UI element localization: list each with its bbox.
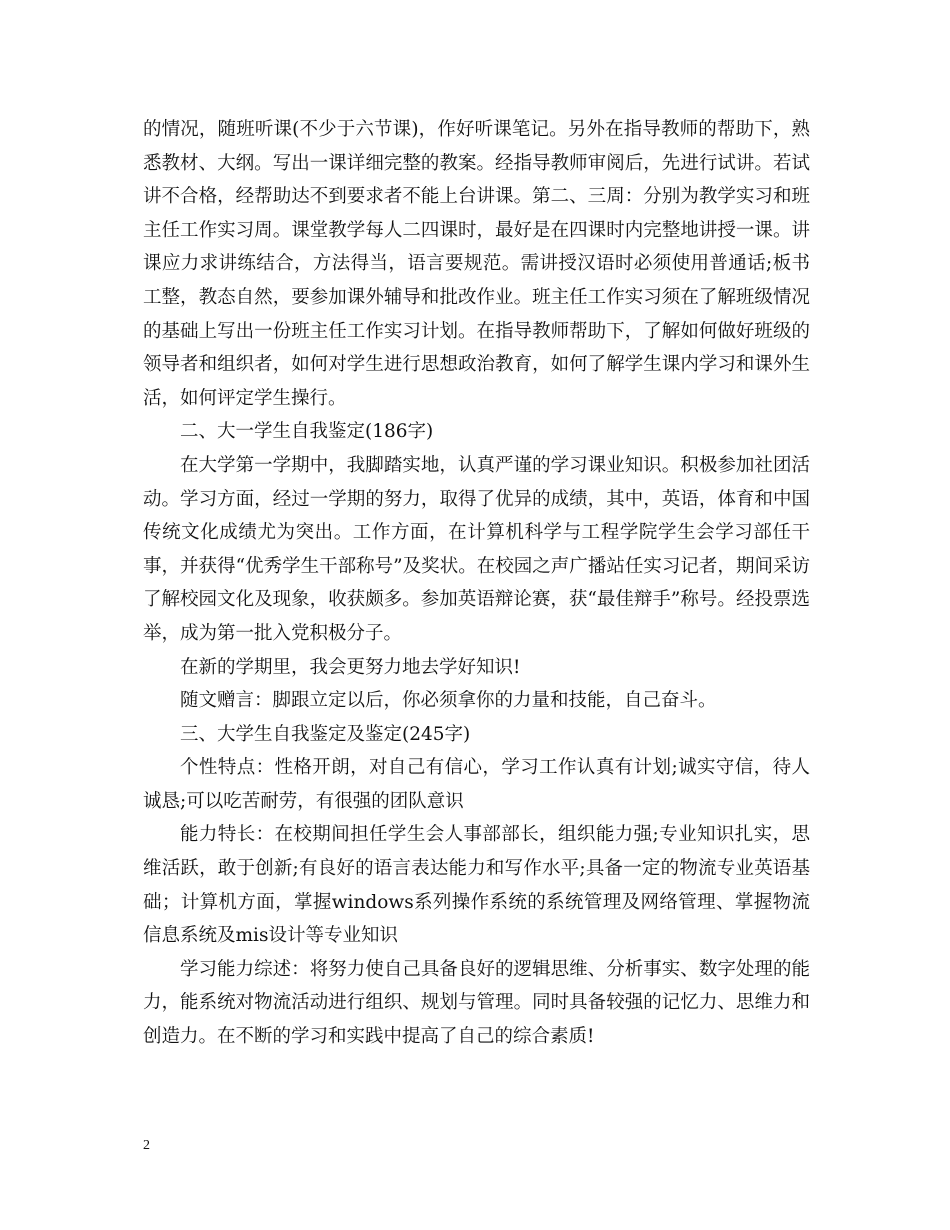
paragraph-freshman-appraisal: 在大学第一学期中，我脚踏实地，认真严谨的学习课业知识。积极参加社团活动。学习方面，经过一学期的努力，取得了优异的成绩，其中，英语，体育和中国传统文化成绩尤为突出。工作方面，在计算机科学与工程学院学生会学习部任干事，并获得“优秀学生干部称号”及奖状。在校园之声广播站任实习记者，期间采访了解校园文化及现象，收获颇多。参加英语辩论赛，获“最佳辩手”称号。经投票选举，成为第一批入党积极分子。 — [143, 454, 810, 644]
paragraph-learning-ability: 学习能力综述：将努力使自己具备良好的逻辑思维、分析事实、数字处理的能力，能系统对物流活动进行组织、规划与管理。同时具备较强的记忆力、思维力和创造力。在不断的学习和实践中提高了自己的综合素质! — [143, 958, 810, 1048]
paragraph-new-semester: 在新的学期里，我会更努力地去学好知识! — [180, 656, 521, 678]
page-number: 2 — [143, 1138, 150, 1153]
paragraph-teaching-practice: 的情况，随班听课(不少于六节课)，作好听课笔记。另外在指导教师的帮助下，熟悉教材、大纲。写出一课详细完整的教案。经指导教师审阅后，先进行试讲。若试讲不合格，经帮助达不到要求者不能上台讲课。第二、三周：分别为教学实习和班主任工作实习周。课堂教学每人二四课时，最好是在四课时内完整地讲授一课。讲课应力求讲练结合，方法得当，语言要规范。需讲授汉语时必须使用普通话;板书工整，教态自然，要参加课外辅导和批改作业。班主任工作实习须在了解班级情况的基础上写出一份班主任工作实习计划。在指导教师帮助下，了解如何做好班级的领导者和组织者，如何对学生进行思想政治教育，如何了解学生课内学习和课外生活，如何评定学生操行。 — [143, 119, 810, 409]
section-heading-student-appraisal: 三、大学生自我鉴定及鉴定(245字) — [180, 723, 471, 745]
document-body — [143, 113, 810, 1054]
section-heading-freshman-appraisal: 二、大一学生自我鉴定(186字) — [180, 421, 434, 443]
paragraph-motto: 随文赠言：脚跟立定以后，你必须拿你的力量和技能，自己奋斗。 — [180, 690, 717, 712]
paragraph-abilities: 能力特长：在校期间担任学生会人事部部长，组织能力强;专业知识扎实，思维活跃，敢于创新;有良好的语言表达能力和写作水平;具备一定的物流专业英语基础；计算机方面，掌握windows系列操作系统的系统管理及网络管理、掌握物流信息系统及mis设计等专业知识 — [143, 824, 810, 947]
paragraph-personality: 个性特点：性格开朗，对自己有信心，学习工作认真有计划;诚实守信，待人诚恳;可以吃苦耐劳，有很强的团队意识 — [143, 757, 810, 812]
